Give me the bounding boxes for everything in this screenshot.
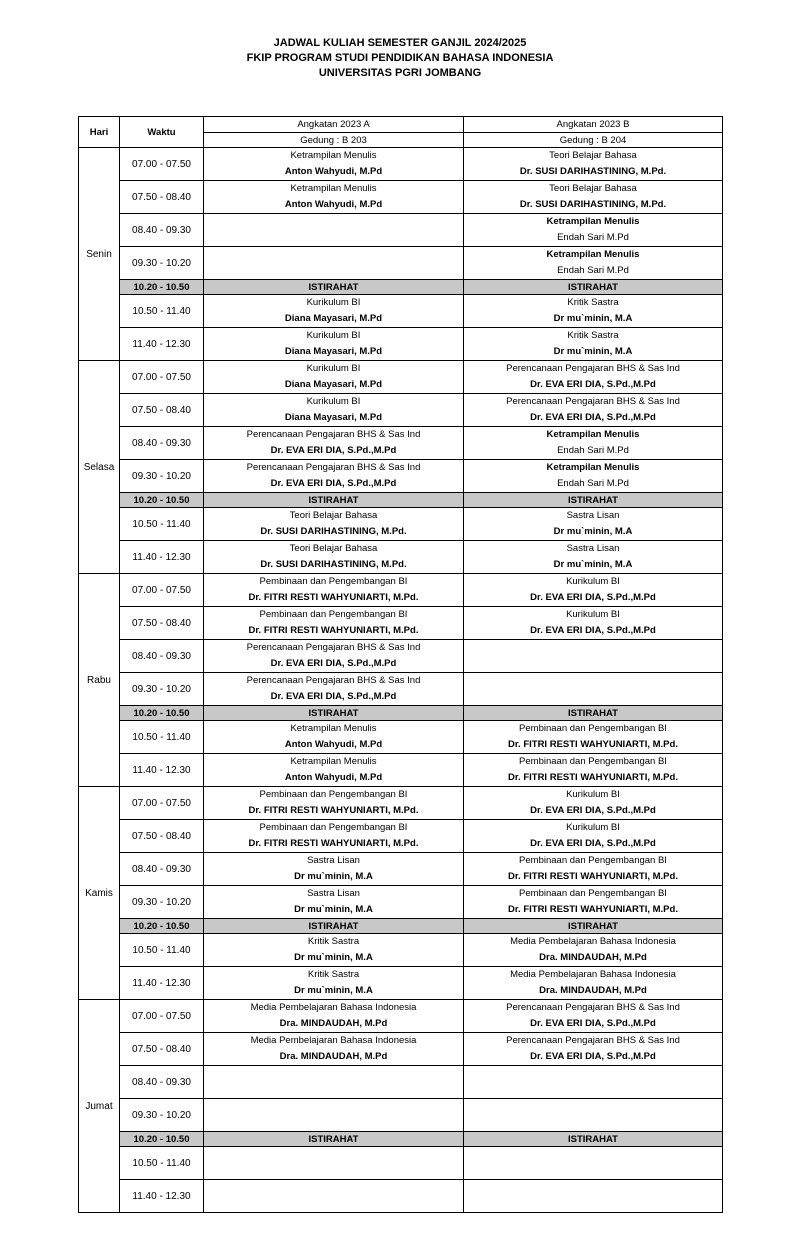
table-row (79, 1147, 723, 1180)
day-cell: Jumat (79, 1000, 120, 1213)
lecturer-name: Dr mu`minin, M.A (294, 952, 373, 963)
lecturer-name: Dr. FITRI RESTI WAHYUNIARTI, M.Pd. (248, 805, 419, 816)
class-cell-a (204, 247, 464, 280)
lecturer-name: Dr. EVA ERI DIA, S.Pd.,M.Pd (530, 805, 656, 816)
course-name: Ketrampilan Menulis (546, 249, 640, 260)
lecturer-name: Diana Mayasari, M.Pd (284, 412, 383, 423)
class-cell-a (204, 607, 464, 640)
course-name: Kurikulum BI (566, 576, 620, 587)
break-row (79, 919, 723, 934)
course-name: Perencanaan Pengajaran BHS & Sas Ind (246, 642, 421, 653)
time-cell: 10.20 - 10.50 (120, 1132, 204, 1147)
time-cell: 11.40 - 12.30 (120, 967, 204, 1000)
lecturer-name: Dr. EVA ERI DIA, S.Pd.,M.Pd (270, 691, 397, 702)
class-cell-b (464, 1000, 723, 1033)
time-cell: 08.40 - 09.30 (120, 214, 204, 247)
class-cell-a (204, 1147, 464, 1180)
lecturer-name: Dr mu`minin, M.A (553, 313, 633, 324)
break-row (79, 706, 723, 721)
class-cell-a (204, 640, 464, 673)
title-line-2: FKIP PROGRAM STUDI PENDIDIKAN BAHASA INDONESIA (246, 52, 554, 64)
lecturer-name: Dr. SUSI DARIHASTINING, M.Pd. (519, 166, 667, 177)
time-cell: 08.40 - 09.30 (120, 427, 204, 460)
day-cell: Senin (79, 148, 120, 361)
header-group-a: Angkatan 2023 A (204, 117, 464, 133)
class-cell-b (464, 1180, 723, 1213)
course-name: Perencanaan Pengajaran BHS & Sas Ind (506, 396, 680, 407)
course-name: Kritik Sastra (307, 936, 360, 947)
course-name: Kritik Sastra (567, 297, 619, 308)
time-cell: 10.20 - 10.50 (120, 280, 204, 295)
time-cell: 10.20 - 10.50 (120, 493, 204, 508)
time-cell: 11.40 - 12.30 (120, 1180, 204, 1213)
course-name: Kurikulum BI (566, 789, 620, 800)
header-room-a: Gedung : B 203 (204, 133, 464, 148)
class-cell-a (204, 673, 464, 706)
schedule-table (78, 116, 723, 1213)
course-name: Perencanaan Pengajaran BHS & Sas Ind (506, 1002, 680, 1013)
course-name: Kritik Sastra (567, 330, 619, 341)
course-name: Kurikulum BI (306, 330, 361, 341)
time-cell: 10.50 - 11.40 (120, 721, 204, 754)
time-cell: 10.50 - 11.40 (120, 295, 204, 328)
course-name: Kurikulum BI (566, 822, 620, 833)
title-line-1: JADWAL KULIAH SEMESTER GANJIL 2024/2025 (273, 37, 527, 49)
class-cell-a (204, 1099, 464, 1132)
time-cell: 07.00 - 07.50 (120, 148, 204, 181)
table-row (79, 541, 723, 574)
lecturer-name: Dr mu`minin, M.A (553, 346, 633, 357)
time-cell: 07.50 - 08.40 (120, 181, 204, 214)
course-name: Perencanaan Pengajaran BHS & Sas Ind (506, 1035, 680, 1046)
class-cell-a: ISTIRAHAT (204, 1132, 464, 1147)
class-cell-a: ISTIRAHAT (204, 493, 464, 508)
time-cell: 09.30 - 10.20 (120, 1099, 204, 1132)
time-cell: 07.00 - 07.50 (120, 361, 204, 394)
class-cell-a (204, 1180, 464, 1213)
lecturer-name: Dr. FITRI RESTI WAHYUNIARTI, M.Pd. (248, 592, 419, 603)
class-cell-b: ISTIRAHAT (464, 493, 723, 508)
class-cell-b (464, 721, 723, 754)
table-row (79, 1033, 723, 1066)
course-name: Ketrampilan Menulis (290, 183, 377, 194)
table-row (79, 574, 723, 607)
class-cell-a: ISTIRAHAT (204, 706, 464, 721)
table-row (79, 1000, 723, 1033)
lecturer-name: Dra. MINDAUDAH, M.Pd (279, 1051, 388, 1062)
class-cell-a (204, 427, 464, 460)
lecturer-name: Dr. EVA ERI DIA, S.Pd.,M.Pd (270, 445, 397, 456)
lecturer-name: Dr. EVA ERI DIA, S.Pd.,M.Pd (530, 592, 656, 603)
table-row (79, 721, 723, 754)
class-cell-b (464, 148, 723, 181)
table-row (79, 181, 723, 214)
time-cell: 11.40 - 12.30 (120, 754, 204, 787)
lecturer-name: Dr. FITRI RESTI WAHYUNIARTI, M.Pd. (248, 838, 419, 849)
class-cell-a (204, 541, 464, 574)
class-cell-a (204, 460, 464, 493)
class-cell-b (464, 541, 723, 574)
lecturer-name: Dr. SUSI DARIHASTINING, M.Pd. (260, 559, 407, 570)
class-cell-b (464, 820, 723, 853)
lecturer-name: Dr. EVA ERI DIA, S.Pd.,M.Pd (270, 658, 397, 669)
class-cell-b (464, 328, 723, 361)
lecturer-name: Dr. EVA ERI DIA, S.Pd.,M.Pd (530, 412, 656, 423)
day-cell: Selasa (79, 361, 120, 574)
table-row (79, 214, 723, 247)
break-row (79, 280, 723, 295)
lecturer-name: Anton Wahyudi, M.Pd (284, 739, 383, 750)
class-cell-a (204, 853, 464, 886)
time-cell: 07.00 - 07.50 (120, 787, 204, 820)
course-name: Media Pembelajaran Bahasa Indonesia (510, 936, 676, 947)
class-cell-b: ISTIRAHAT (464, 706, 723, 721)
course-name: Sastra Lisan (307, 888, 360, 899)
time-cell: 07.50 - 08.40 (120, 607, 204, 640)
table-row (79, 247, 723, 280)
lecturer-name: Dra. MINDAUDAH, M.Pd (539, 952, 647, 963)
course-name: Perencanaan Pengajaran BHS & Sas Ind (246, 675, 421, 686)
course-name: Ketrampilan Menulis (290, 150, 377, 161)
class-cell-b (464, 361, 723, 394)
course-name: Pembinaan dan Pengembangan BI (519, 855, 667, 866)
class-cell-a (204, 934, 464, 967)
lecturer-name: Dr mu`minin, M.A (294, 871, 373, 882)
class-cell-a (204, 1033, 464, 1066)
time-cell: 07.00 - 07.50 (120, 1000, 204, 1033)
lecturer-name: Dr mu`minin, M.A (553, 559, 633, 570)
lecturer-name: Dra. MINDAUDAH, M.Pd (279, 1018, 388, 1029)
time-cell: 07.00 - 07.50 (120, 574, 204, 607)
lecturer-name: Dr mu`minin, M.A (553, 526, 633, 537)
class-cell-a (204, 1066, 464, 1099)
course-name: Sastra Lisan (307, 855, 360, 866)
course-name: Teori Belajar Bahasa (289, 543, 378, 554)
course-name: Perencanaan Pengajaran BHS & Sas Ind (506, 363, 680, 374)
class-cell-a (204, 754, 464, 787)
class-cell-b (464, 1147, 723, 1180)
class-cell-a (204, 967, 464, 1000)
class-cell-a: ISTIRAHAT (204, 280, 464, 295)
time-cell: 08.40 - 09.30 (120, 640, 204, 673)
class-cell-b (464, 214, 723, 247)
time-cell: 11.40 - 12.30 (120, 328, 204, 361)
course-name: Sastra Lisan (566, 510, 620, 521)
course-name: Media Pembelajaran Bahasa Indonesia (250, 1035, 417, 1046)
lecturer-name: Diana Mayasari, M.Pd (284, 346, 383, 357)
lecturer-name: Dr mu`minin, M.A (294, 904, 373, 915)
lecturer-name: Dr. FITRI RESTI WAHYUNIARTI, M.Pd. (248, 625, 419, 636)
class-cell-b (464, 181, 723, 214)
time-cell: 11.40 - 12.30 (120, 541, 204, 574)
table-row (79, 607, 723, 640)
class-cell-b (464, 934, 723, 967)
class-cell-b: ISTIRAHAT (464, 919, 723, 934)
course-name: Ketrampilan Menulis (546, 216, 640, 227)
time-cell: 10.20 - 10.50 (120, 919, 204, 934)
lecturer-name: Dr. EVA ERI DIA, S.Pd.,M.Pd (530, 625, 656, 636)
class-cell-a (204, 1000, 464, 1033)
table-row (79, 460, 723, 493)
table-row (79, 508, 723, 541)
time-cell: 07.50 - 08.40 (120, 394, 204, 427)
lecturer-name: Endah Sari M.Pd (557, 445, 629, 456)
course-name: Pembinaan dan Pengembangan BI (259, 822, 408, 833)
class-cell-a (204, 394, 464, 427)
class-cell-b (464, 427, 723, 460)
lecturer-name: Dr. SUSI DARIHASTINING, M.Pd. (260, 526, 407, 537)
class-cell-b (464, 967, 723, 1000)
course-name: Kurikulum BI (306, 363, 361, 374)
class-cell-a (204, 361, 464, 394)
table-row (79, 640, 723, 673)
time-cell: 10.50 - 11.40 (120, 1147, 204, 1180)
document-title (0, 36, 800, 81)
lecturer-name: Endah Sari M.Pd (557, 265, 629, 276)
table-row (79, 934, 723, 967)
time-cell: 08.40 - 09.30 (120, 1066, 204, 1099)
time-cell: 07.50 - 08.40 (120, 820, 204, 853)
class-cell-b (464, 1099, 723, 1132)
header-room-b: Gedung : B 204 (464, 133, 723, 148)
time-cell: 10.20 - 10.50 (120, 706, 204, 721)
class-cell-a (204, 508, 464, 541)
table-row (79, 328, 723, 361)
course-name: Ketrampilan Menulis (290, 756, 377, 767)
course-name: Kurikulum BI (306, 297, 361, 308)
lecturer-name: Dr. EVA ERI DIA, S.Pd.,M.Pd (530, 838, 656, 849)
lecturer-name: Diana Mayasari, M.Pd (284, 379, 383, 390)
schedule-body (79, 148, 723, 1213)
lecturer-name: Anton Wahyudi, M.Pd (284, 772, 383, 783)
time-cell: 10.50 - 11.40 (120, 934, 204, 967)
time-cell: 09.30 - 10.20 (120, 247, 204, 280)
course-name: Pembinaan dan Pengembangan BI (519, 756, 667, 767)
table-row (79, 754, 723, 787)
lecturer-name: Dr. FITRI RESTI WAHYUNIARTI, M.Pd. (508, 871, 678, 882)
course-name: Pembinaan dan Pengembangan BI (519, 723, 667, 734)
table-row (79, 1180, 723, 1213)
course-name: Teori Belajar Bahasa (289, 510, 378, 521)
break-row (79, 493, 723, 508)
lecturer-name: Dr. FITRI RESTI WAHYUNIARTI, M.Pd. (508, 904, 678, 915)
class-cell-b (464, 295, 723, 328)
course-name: Teori Belajar Bahasa (549, 183, 637, 194)
lecturer-name: Dr. FITRI RESTI WAHYUNIARTI, M.Pd. (508, 739, 678, 750)
class-cell-b (464, 853, 723, 886)
lecturer-name: Dr. EVA ERI DIA, S.Pd.,M.Pd (530, 379, 656, 390)
header-day: Hari (79, 117, 120, 148)
class-cell-a (204, 886, 464, 919)
time-cell: 09.30 - 10.20 (120, 673, 204, 706)
lecturer-name: Endah Sari M.Pd (557, 232, 629, 243)
title-line-3: UNIVERSITAS PGRI JOMBANG (318, 67, 482, 79)
course-name: Kurikulum BI (306, 396, 361, 407)
break-row (79, 1132, 723, 1147)
day-cell: Kamis (79, 787, 120, 1000)
class-cell-b: ISTIRAHAT (464, 280, 723, 295)
class-cell-b (464, 394, 723, 427)
class-cell-a (204, 328, 464, 361)
lecturer-name: Anton Wahyudi, M.Pd (284, 166, 383, 177)
header-time: Waktu (120, 117, 204, 148)
class-cell-b (464, 607, 723, 640)
lecturer-name: Dra. MINDAUDAH, M.Pd (539, 985, 647, 996)
lecturer-name: Endah Sari M.Pd (557, 478, 629, 489)
class-cell-a (204, 181, 464, 214)
time-cell: 09.30 - 10.20 (120, 886, 204, 919)
table-row (79, 394, 723, 427)
class-cell-a (204, 148, 464, 181)
course-name: Media Pembelajaran Bahasa Indonesia (250, 1002, 417, 1013)
course-name: Perencanaan Pengajaran BHS & Sas Ind (246, 429, 421, 440)
header-group-b: Angkatan 2023 B (464, 117, 723, 133)
class-cell-a (204, 721, 464, 754)
course-name: Pembinaan dan Pengembangan BI (519, 888, 667, 899)
class-cell-a (204, 820, 464, 853)
class-cell-a: ISTIRAHAT (204, 919, 464, 934)
course-name: Media Pembelajaran Bahasa Indonesia (510, 969, 676, 980)
lecturer-name: Dr. EVA ERI DIA, S.Pd.,M.Pd (530, 1018, 656, 1029)
day-cell: Rabu (79, 574, 120, 787)
course-name: Ketrampilan Menulis (290, 723, 377, 734)
class-cell-a (204, 214, 464, 247)
class-cell-b: ISTIRAHAT (464, 1132, 723, 1147)
class-cell-b (464, 787, 723, 820)
table-row (79, 1099, 723, 1132)
class-cell-b (464, 1066, 723, 1099)
course-name: Ketrampilan Menulis (546, 462, 640, 473)
lecturer-name: Dr. EVA ERI DIA, S.Pd.,M.Pd (270, 478, 397, 489)
table-row (79, 673, 723, 706)
course-name: Ketrampilan Menulis (546, 429, 640, 440)
course-name: Sastra Lisan (566, 543, 620, 554)
lecturer-name: Anton Wahyudi, M.Pd (284, 199, 383, 210)
class-cell-b (464, 640, 723, 673)
table-row (79, 853, 723, 886)
table-row (79, 1066, 723, 1099)
table-row (79, 967, 723, 1000)
course-name: Pembinaan dan Pengembangan BI (259, 609, 408, 620)
table-row (79, 295, 723, 328)
table-row (79, 886, 723, 919)
course-name: Kurikulum BI (566, 609, 620, 620)
class-cell-a (204, 574, 464, 607)
lecturer-name: Dr. EVA ERI DIA, S.Pd.,M.Pd (530, 1051, 656, 1062)
table-row (79, 787, 723, 820)
course-name: Perencanaan Pengajaran BHS & Sas Ind (246, 462, 421, 473)
class-cell-b (464, 508, 723, 541)
class-cell-a (204, 787, 464, 820)
class-cell-b (464, 754, 723, 787)
course-name: Pembinaan dan Pengembangan BI (259, 789, 408, 800)
class-cell-b (464, 460, 723, 493)
table-row (79, 427, 723, 460)
class-cell-b (464, 247, 723, 280)
lecturer-name: Dr mu`minin, M.A (294, 985, 373, 996)
table-row (79, 361, 723, 394)
lecturer-name: Dr. SUSI DARIHASTINING, M.Pd. (519, 199, 667, 210)
lecturer-name: Diana Mayasari, M.Pd (284, 313, 383, 324)
lecturer-name: Dr. FITRI RESTI WAHYUNIARTI, M.Pd. (508, 772, 678, 783)
class-cell-b (464, 886, 723, 919)
course-name: Kritik Sastra (307, 969, 360, 980)
time-cell: 08.40 - 09.30 (120, 853, 204, 886)
table-row (79, 148, 723, 181)
course-name: Pembinaan dan Pengembangan BI (259, 576, 408, 587)
class-cell-b (464, 1033, 723, 1066)
class-cell-b (464, 574, 723, 607)
course-name: Teori Belajar Bahasa (549, 150, 637, 161)
class-cell-a (204, 295, 464, 328)
time-cell: 09.30 - 10.20 (120, 460, 204, 493)
class-cell-b (464, 673, 723, 706)
time-cell: 07.50 - 08.40 (120, 1033, 204, 1066)
time-cell: 10.50 - 11.40 (120, 508, 204, 541)
table-row (79, 820, 723, 853)
